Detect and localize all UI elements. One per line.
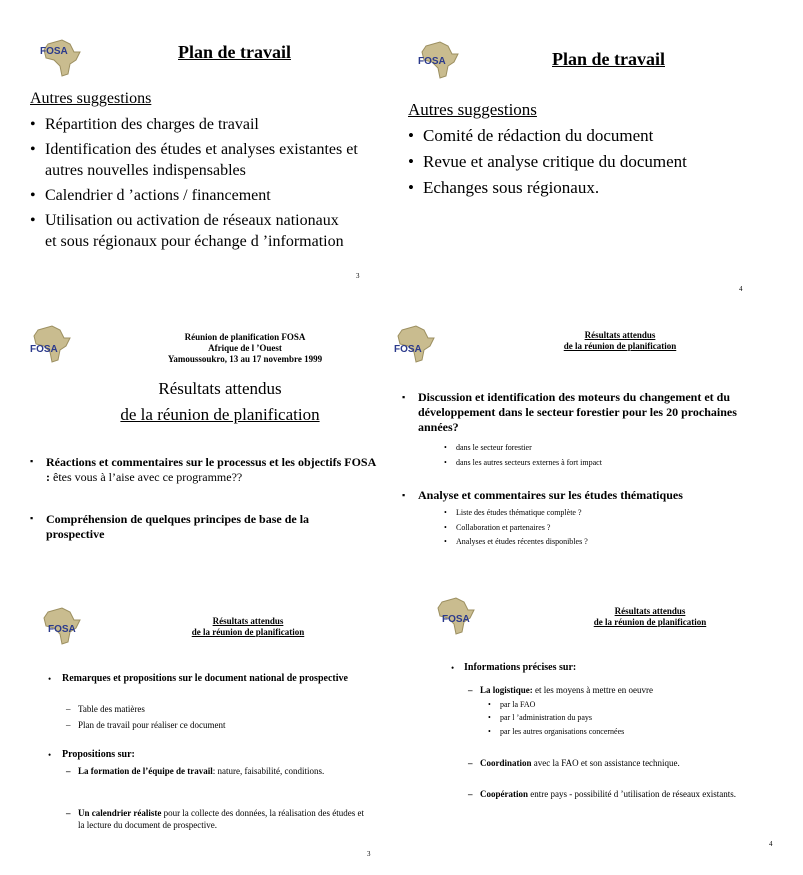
- slide-header: Résultats attendus de la réunion de planification: [191, 616, 305, 637]
- page-number: 4: [739, 285, 743, 293]
- slide-5: [0, 590, 400, 875]
- logo-text: FOSA: [48, 624, 76, 635]
- africa-map-icon: [40, 38, 84, 78]
- list-item: • Echanges sous régionaux.: [408, 178, 600, 197]
- sub-sub-item: • par les autres organisations concernées: [488, 727, 625, 736]
- bullet-icon: •: [451, 663, 455, 673]
- list-item: Compréhension de quelques principes de base de la prospective: [46, 512, 310, 541]
- fosa-logo: [394, 324, 438, 364]
- fosa-logo: [40, 606, 84, 646]
- sub-item: – Coordination avec la FAO et son assistance technique.: [468, 758, 680, 768]
- fosa-logo: [40, 38, 84, 78]
- page-title: Plan de travail: [552, 49, 665, 69]
- sub-sub-item: • par la FAO: [488, 700, 536, 709]
- sub-item: • Analyses et études récentes disponibles ?: [444, 537, 588, 546]
- sub-item: – Table des matières: [66, 704, 145, 714]
- page-number: 4: [769, 840, 773, 848]
- list-item: Remarques et propositions sur le document national de prospective: [62, 673, 348, 684]
- list-item: Analyse et commentaires sur les études thématiques: [418, 488, 683, 502]
- page-title: Plan de travail: [178, 42, 291, 62]
- slide-2: [400, 0, 803, 300]
- list-item: • Comité de rédaction du document: [408, 126, 654, 145]
- list-item: Informations précises sur:: [464, 662, 577, 673]
- sub-item: • dans les autres secteurs externes à fort impact: [444, 458, 602, 467]
- page-number: 3: [367, 850, 371, 858]
- logo-text: FOSA: [418, 56, 446, 67]
- sub-item: – La formation de l’équipe de travail: nature, faisabilité, conditions.: [66, 766, 325, 776]
- sub-item: – Coopération entre pays - possibilité d ’utilisation de réseaux existants.: [468, 789, 736, 799]
- bullet-icon: •: [48, 750, 52, 760]
- slide-header: Réunion de planification FOSA Afrique de l ’Ouest Yamoussoukro, 13 au 17 novembre 1999: [167, 332, 323, 364]
- slide-header: Résultats attendus de la réunion de planification: [563, 330, 677, 351]
- list-item: Discussion et identification des moteurs du changement et du développement dans le secteur forestier pour les 20 prochaines années?: [418, 390, 737, 434]
- list-item: • Identification des études et analyses existantes et autres nouvelles indispensables: [30, 141, 358, 179]
- list-item: Réactions et commentaires sur le processus et les objectifs FOSA : êtes vous à l’aise avec ce programme??: [46, 455, 376, 484]
- slide-1: [0, 0, 400, 290]
- fosa-logo: [418, 40, 462, 80]
- page-number: 3: [356, 272, 360, 280]
- slide-header: Résultats attendus de la réunion de planification: [593, 606, 707, 627]
- sub-sub-item: • par l ’administration du pays: [488, 713, 592, 722]
- logo-text: FOSA: [442, 614, 470, 625]
- bullet-icon: •: [48, 674, 52, 684]
- fosa-logo: [434, 596, 478, 636]
- section-subtitle: Autres suggestions: [30, 90, 152, 107]
- bullet-icon: ▪: [30, 456, 34, 466]
- sub-item: • Collaboration et partenaires ?: [444, 523, 551, 532]
- slide-6: [400, 590, 803, 875]
- bullet-icon: ▪: [402, 490, 406, 500]
- section-subtitle: Autres suggestions: [408, 100, 537, 119]
- sub-item: – La logistique: et les moyens à mettre en oeuvre: [468, 685, 653, 695]
- bullet-icon: ▪: [30, 513, 34, 523]
- sub-item: – Un calendrier réaliste pour la collecte des données, la réalisation des études et la lecture du document de prospective.: [66, 808, 364, 830]
- logo-text: FOSA: [30, 344, 58, 355]
- list-item: • Calendrier d ’actions / financement: [30, 187, 271, 204]
- bullet-icon: ▪: [402, 392, 406, 402]
- sub-item: – Plan de travail pour réaliser ce document: [66, 720, 226, 730]
- sub-item: • Liste des études thématique complète ?: [444, 508, 582, 517]
- fosa-logo: [30, 324, 74, 364]
- slide-3: [0, 310, 400, 570]
- list-item: • Revue et analyse critique du document: [408, 152, 687, 171]
- slide-title: Résultats attendus de la réunion de planification: [120, 379, 320, 424]
- logo-text: FOSA: [394, 344, 422, 355]
- sub-item: • dans le secteur forestier: [444, 443, 532, 452]
- list-item: Propositions sur:: [62, 749, 135, 760]
- list-item: • Répartition des charges de travail: [30, 116, 259, 133]
- logo-text: FOSA: [40, 46, 68, 57]
- list-item: • Utilisation ou activation de réseaux nationaux et sous régionaux pour échange d ’information: [30, 212, 344, 250]
- slide-4: [394, 310, 803, 570]
